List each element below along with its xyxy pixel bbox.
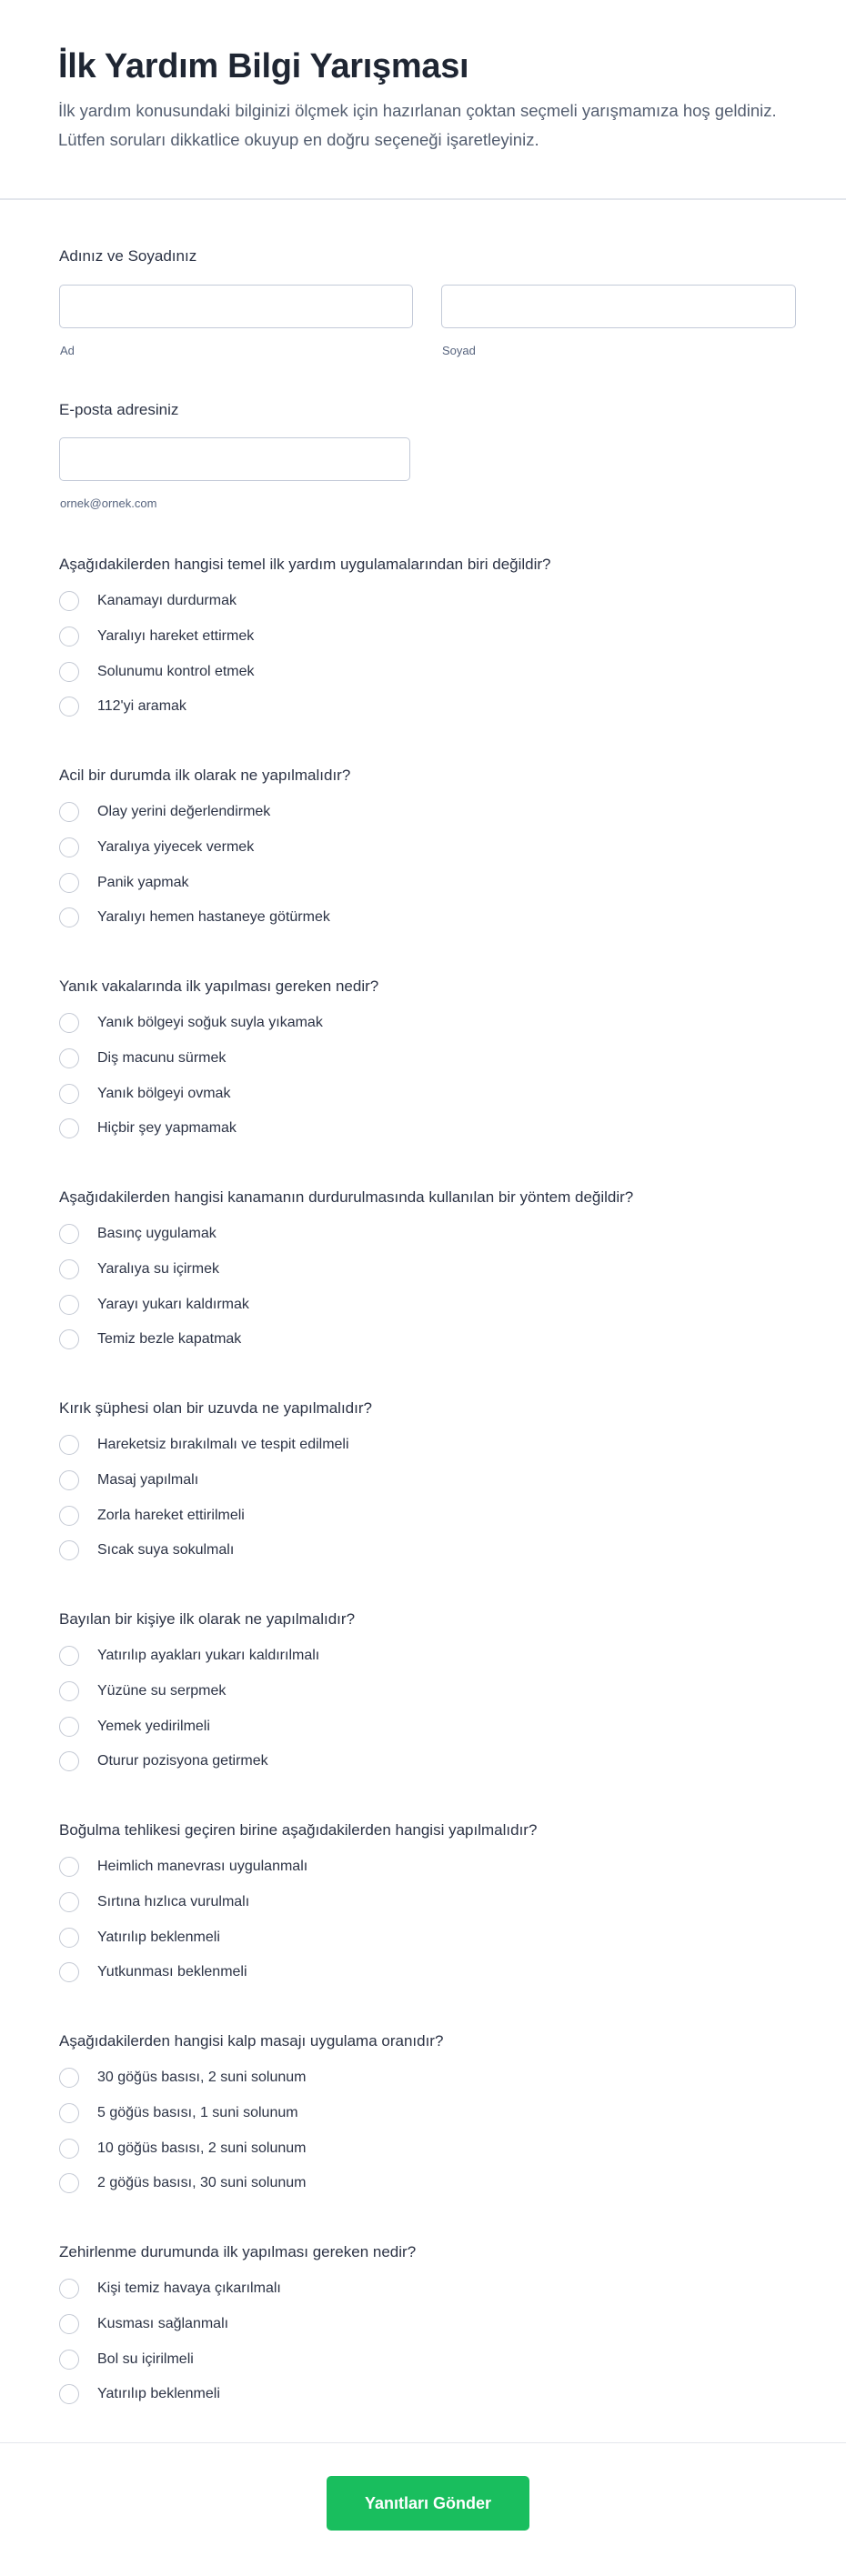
option-label: Yarayı yukarı kaldırmak xyxy=(97,1296,249,1312)
radio-option[interactable] xyxy=(59,1111,796,1147)
radio-option[interactable] xyxy=(59,2377,796,2412)
radio-option[interactable] xyxy=(59,1463,796,1498)
radio-option[interactable] xyxy=(59,1428,796,1463)
first-name-input[interactable] xyxy=(59,285,413,328)
option-label: Yaralıya su içirmek xyxy=(97,1261,219,1278)
question-block xyxy=(59,2029,796,2240)
question-text: Boğulma tehlikesi geçiren birine aşağıdakilerden hangisi yapılmalıdır? xyxy=(59,1821,538,1839)
question-block xyxy=(59,552,796,763)
radio-option[interactable] xyxy=(59,654,796,689)
option-label: 5 göğüs basısı, 1 suni solunum xyxy=(97,2105,298,2121)
radio-button[interactable] xyxy=(59,1540,79,1560)
name-label: Adınız ve Soyadınız xyxy=(59,247,197,265)
page-description: İlk yardım konusundaki bilginizi ölçmek için hazırlanan çoktan seçmeli yarışmamıza hoş geldiniz. Lütfen soruları dikkatlice okuyup en doğru seçeneği işaretleyiniz. xyxy=(58,101,777,149)
option-label: Yaralıyı hemen hastaneye götürmek xyxy=(97,909,330,926)
radio-option[interactable] xyxy=(59,795,796,830)
option-label: Diş macunu sürmek xyxy=(97,1050,227,1067)
radio-button[interactable] xyxy=(59,626,79,647)
option-label: Yaralıya yiyecek vermek xyxy=(97,839,255,856)
radio-button[interactable] xyxy=(59,1048,79,1068)
radio-option[interactable] xyxy=(59,1252,796,1288)
radio-button[interactable] xyxy=(59,591,79,611)
radio-option[interactable] xyxy=(59,2307,796,2342)
radio-option[interactable] xyxy=(59,1919,796,1955)
radio-button[interactable] xyxy=(59,1329,79,1349)
question-text: Kırık şüphesi olan bir uzuvda ne yapılmalıdır? xyxy=(59,1399,372,1417)
radio-option[interactable] xyxy=(59,1006,796,1041)
form-footer xyxy=(0,2442,846,2576)
option-label: Panik yapmak xyxy=(97,874,189,890)
radio-option[interactable] xyxy=(59,1674,796,1709)
option-label: Hiçbir şey yapmamak xyxy=(97,1120,237,1137)
radio-option[interactable] xyxy=(59,1498,796,1533)
option-label: Yüzüne su serpmek xyxy=(97,1683,227,1699)
first-name-sublabel: Ad xyxy=(60,344,75,357)
option-label: Yutkunması beklenmeli xyxy=(97,1964,247,1980)
option-label: Basınç uygulamak xyxy=(97,1226,217,1242)
radio-button[interactable] xyxy=(59,1962,79,1982)
radio-button[interactable] xyxy=(59,1118,79,1138)
option-label: Yatırılıp ayakları yukarı kaldırılmalı xyxy=(97,1648,320,1664)
radio-button[interactable] xyxy=(59,1295,79,1315)
radio-option[interactable] xyxy=(59,689,796,725)
option-label: Bol su içirilmeli xyxy=(97,2350,194,2367)
radio-option[interactable] xyxy=(59,2166,796,2201)
radio-button[interactable] xyxy=(59,1435,79,1455)
option-label: Sıcak suya sokulmalı xyxy=(97,1542,235,1559)
radio-option[interactable] xyxy=(59,1709,796,1744)
radio-button[interactable] xyxy=(59,1681,79,1701)
radio-option[interactable] xyxy=(59,1849,796,1885)
radio-option[interactable] xyxy=(59,900,796,936)
email-label: E-posta adresiniz xyxy=(59,401,179,418)
radio-option[interactable] xyxy=(59,1955,796,1990)
option-label: 112'yi aramak xyxy=(97,698,186,715)
radio-option[interactable] xyxy=(59,1322,796,1358)
radio-option[interactable] xyxy=(59,1076,796,1111)
question-block xyxy=(59,1396,796,1607)
radio-option[interactable] xyxy=(59,2341,796,2377)
radio-button[interactable] xyxy=(59,1857,79,1877)
option-label: Oturur pozisyona getirmek xyxy=(97,1753,268,1769)
radio-option[interactable] xyxy=(59,2060,796,2096)
option-label: Sırtına hızlıca vurulmalı xyxy=(97,1894,250,1910)
page-title: İlk Yardım Bilgi Yarışması xyxy=(58,47,469,85)
radio-button[interactable] xyxy=(59,1928,79,1948)
question-block xyxy=(59,2240,796,2451)
question-text: Acil bir durumda ilk olarak ne yapılmalıdır? xyxy=(59,767,351,784)
email-input[interactable] xyxy=(59,437,410,481)
question-text: Zehirlenme durumunda ilk yapılması gereken nedir? xyxy=(59,2243,417,2260)
radio-button[interactable] xyxy=(59,873,79,893)
submit-button[interactable]: Yanıtları Gönder xyxy=(327,2476,529,2531)
radio-option[interactable] xyxy=(59,1287,796,1322)
radio-button[interactable] xyxy=(59,697,79,717)
radio-button[interactable] xyxy=(59,2103,79,2123)
radio-option[interactable] xyxy=(59,584,796,619)
radio-option[interactable] xyxy=(59,1533,796,1569)
radio-button[interactable] xyxy=(59,2384,79,2404)
radio-button[interactable] xyxy=(59,1259,79,1279)
form-header xyxy=(0,0,846,200)
question-block xyxy=(59,1607,796,1818)
radio-option[interactable] xyxy=(59,1885,796,1920)
option-label: Yaralıyı hareket ettirmek xyxy=(97,628,255,645)
radio-option[interactable] xyxy=(59,1041,796,1077)
question-text: Aşağıdakilerden hangisi temel ilk yardım uygulamalarından biri değildir? xyxy=(59,556,551,573)
radio-button[interactable] xyxy=(59,1717,79,1737)
radio-option[interactable] xyxy=(59,1217,796,1252)
radio-button[interactable] xyxy=(59,2068,79,2088)
question-block xyxy=(59,1818,796,2029)
radio-button[interactable] xyxy=(59,1646,79,1666)
question-block xyxy=(59,974,796,1185)
option-label: Zorla hareket ettirilmeli xyxy=(97,1507,245,1523)
option-label: Solunumu kontrol etmek xyxy=(97,663,255,679)
option-label: Yanık bölgeyi ovmak xyxy=(97,1085,231,1101)
radio-option[interactable] xyxy=(59,1639,796,1674)
last-name-sublabel: Soyad xyxy=(442,344,476,357)
radio-button[interactable] xyxy=(59,1751,79,1771)
radio-button[interactable] xyxy=(59,837,79,857)
radio-option[interactable] xyxy=(59,2271,796,2307)
radio-button[interactable] xyxy=(59,1224,79,1244)
question-block xyxy=(59,1185,796,1396)
option-label: Kusması sağlanmalı xyxy=(97,2316,229,2332)
radio-button[interactable] xyxy=(59,1470,79,1490)
radio-button[interactable] xyxy=(59,1013,79,1033)
question-text: Yanık vakalarında ilk yapılması gereken nedir? xyxy=(59,977,379,995)
option-label: Heimlich manevrası uygulanmalı xyxy=(97,1859,308,1875)
radio-option[interactable] xyxy=(59,1744,796,1779)
radio-button[interactable] xyxy=(59,2139,79,2159)
option-label: Kanamayı durdurmak xyxy=(97,593,237,609)
radio-button[interactable] xyxy=(59,802,79,822)
radio-button[interactable] xyxy=(59,1892,79,1912)
radio-option[interactable] xyxy=(59,2130,796,2166)
radio-option[interactable] xyxy=(59,2096,796,2131)
option-label: Yatırılıp beklenmeli xyxy=(97,2386,220,2402)
option-label: 2 göğüs basısı, 30 suni solunum xyxy=(97,2175,307,2191)
radio-option[interactable] xyxy=(59,619,796,655)
option-label: Kişi temiz havaya çıkarılmalı xyxy=(97,2280,281,2297)
radio-option[interactable] xyxy=(59,865,796,900)
radio-button[interactable] xyxy=(59,2350,79,2370)
option-label: Yanık bölgeyi soğuk suyla yıkamak xyxy=(97,1015,323,1031)
option-label: 10 göğüs basısı, 2 suni solunum xyxy=(97,2140,307,2156)
email-sublabel: ornek@ornek.com xyxy=(60,496,157,510)
radio-option[interactable] xyxy=(59,830,796,866)
question-text: Aşağıdakilerden hangisi kanamanın durdurulmasında kullanılan bir yöntem değildir? xyxy=(59,1188,634,1206)
question-text: Aşağıdakilerden hangisi kalp masajı uygulama oranıdır? xyxy=(59,2032,444,2050)
radio-button[interactable] xyxy=(59,1506,79,1526)
option-label: Masaj yapılmalı xyxy=(97,1472,199,1488)
question-text: Bayılan bir kişiye ilk olarak ne yapılmalıdır? xyxy=(59,1610,356,1628)
radio-button[interactable] xyxy=(59,907,79,927)
option-label: Hareketsiz bırakılmalı ve tespit edilmeli xyxy=(97,1437,349,1453)
radio-button[interactable] xyxy=(59,2314,79,2334)
option-label: Temiz bezle kapatmak xyxy=(97,1331,242,1348)
radio-button[interactable] xyxy=(59,2279,79,2299)
radio-button[interactable] xyxy=(59,662,79,682)
option-label: 30 göğüs basısı, 2 suni solunum xyxy=(97,2070,307,2086)
option-label: Olay yerini değerlendirmek xyxy=(97,804,271,820)
question-block xyxy=(59,763,796,974)
radio-button[interactable] xyxy=(59,1084,79,1104)
question-list xyxy=(59,552,796,2451)
last-name-input[interactable] xyxy=(441,285,796,328)
radio-button[interactable] xyxy=(59,2173,79,2193)
option-label: Yatırılıp beklenmeli xyxy=(97,1929,220,1945)
option-label: Yemek yedirilmeli xyxy=(97,1718,210,1734)
